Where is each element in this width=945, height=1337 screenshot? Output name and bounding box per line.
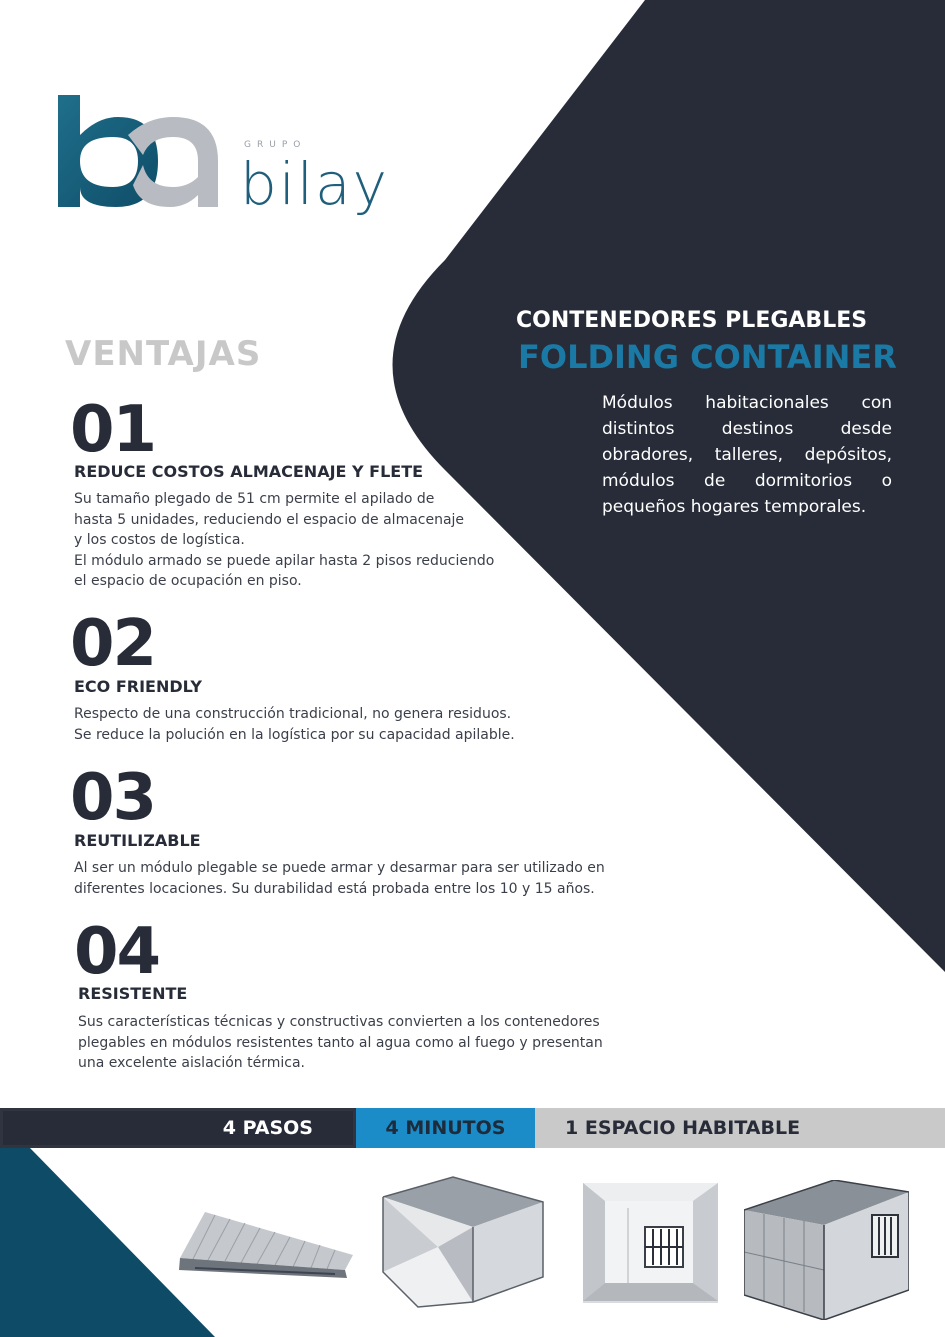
- unfolding-container-photo: [378, 1172, 548, 1312]
- assembled-container-photo: [744, 1180, 909, 1320]
- hero-description: Módulos habitacionales con distintos destinos desde obradores, talleres, depósitos, módulos de dormitorios o pequeños hogares temporales.: [602, 393, 892, 517]
- item-text-02: Respecto de una construcción tradicional, no genera residuos. Se reduce la polución en la logística por su capacidad apilable.: [74, 706, 515, 743]
- item-title-01: REDUCE COSTOS ALMACENAJE Y FLETE: [74, 462, 424, 481]
- band-minutes: 4 MINUTOS: [356, 1108, 535, 1148]
- item-title-04: RESISTENTE: [78, 984, 188, 1003]
- item-number-02: 02: [70, 607, 156, 681]
- interior-container-photo: [583, 1183, 718, 1303]
- item-number-01: 01: [70, 393, 156, 467]
- ventajas-heading: VENTAJAS: [65, 334, 262, 374]
- hero-subtitle: FOLDING CONTAINER: [518, 338, 897, 376]
- logo-group-label: GRUPO: [244, 140, 307, 150]
- band-space: 1 ESPACIO HABITABLE: [535, 1108, 945, 1148]
- item-text-01: Su tamaño plegado de 51 cm permite el apilado de hasta 5 unidades, reduciendo el espacio de almacenaje y los costos de logística. El módulo armado se puede apilar hasta 2 pisos reduciendo el espacio de ocupación en piso.: [74, 491, 495, 589]
- hero-title: CONTENEDORES PLEGABLES: [516, 308, 868, 333]
- item-title-03: REUTILIZABLE: [74, 831, 201, 850]
- band-steps: 4 PASOS: [0, 1108, 356, 1148]
- logo-brand-name: bilay: [240, 150, 389, 218]
- item-number-03: 03: [70, 761, 156, 835]
- item-number-04: 04: [74, 915, 160, 989]
- item-text-03: Al ser un módulo plegable se puede armar y desarmar para ser utilizado en diferentes locaciones. Su durabilidad está probada entre los 10 y 15 años.: [74, 860, 605, 897]
- folded-container-photo: [175, 1210, 355, 1285]
- item-title-02: ECO FRIENDLY: [74, 677, 202, 696]
- item-text-04: Sus características técnicas y constructivas convierten a los contenedores plegables en módulos resistentes tanto al agua como al fuego y presentan una excelente aislación térmica.: [78, 1014, 603, 1071]
- bilay-logo-icon: [58, 95, 223, 207]
